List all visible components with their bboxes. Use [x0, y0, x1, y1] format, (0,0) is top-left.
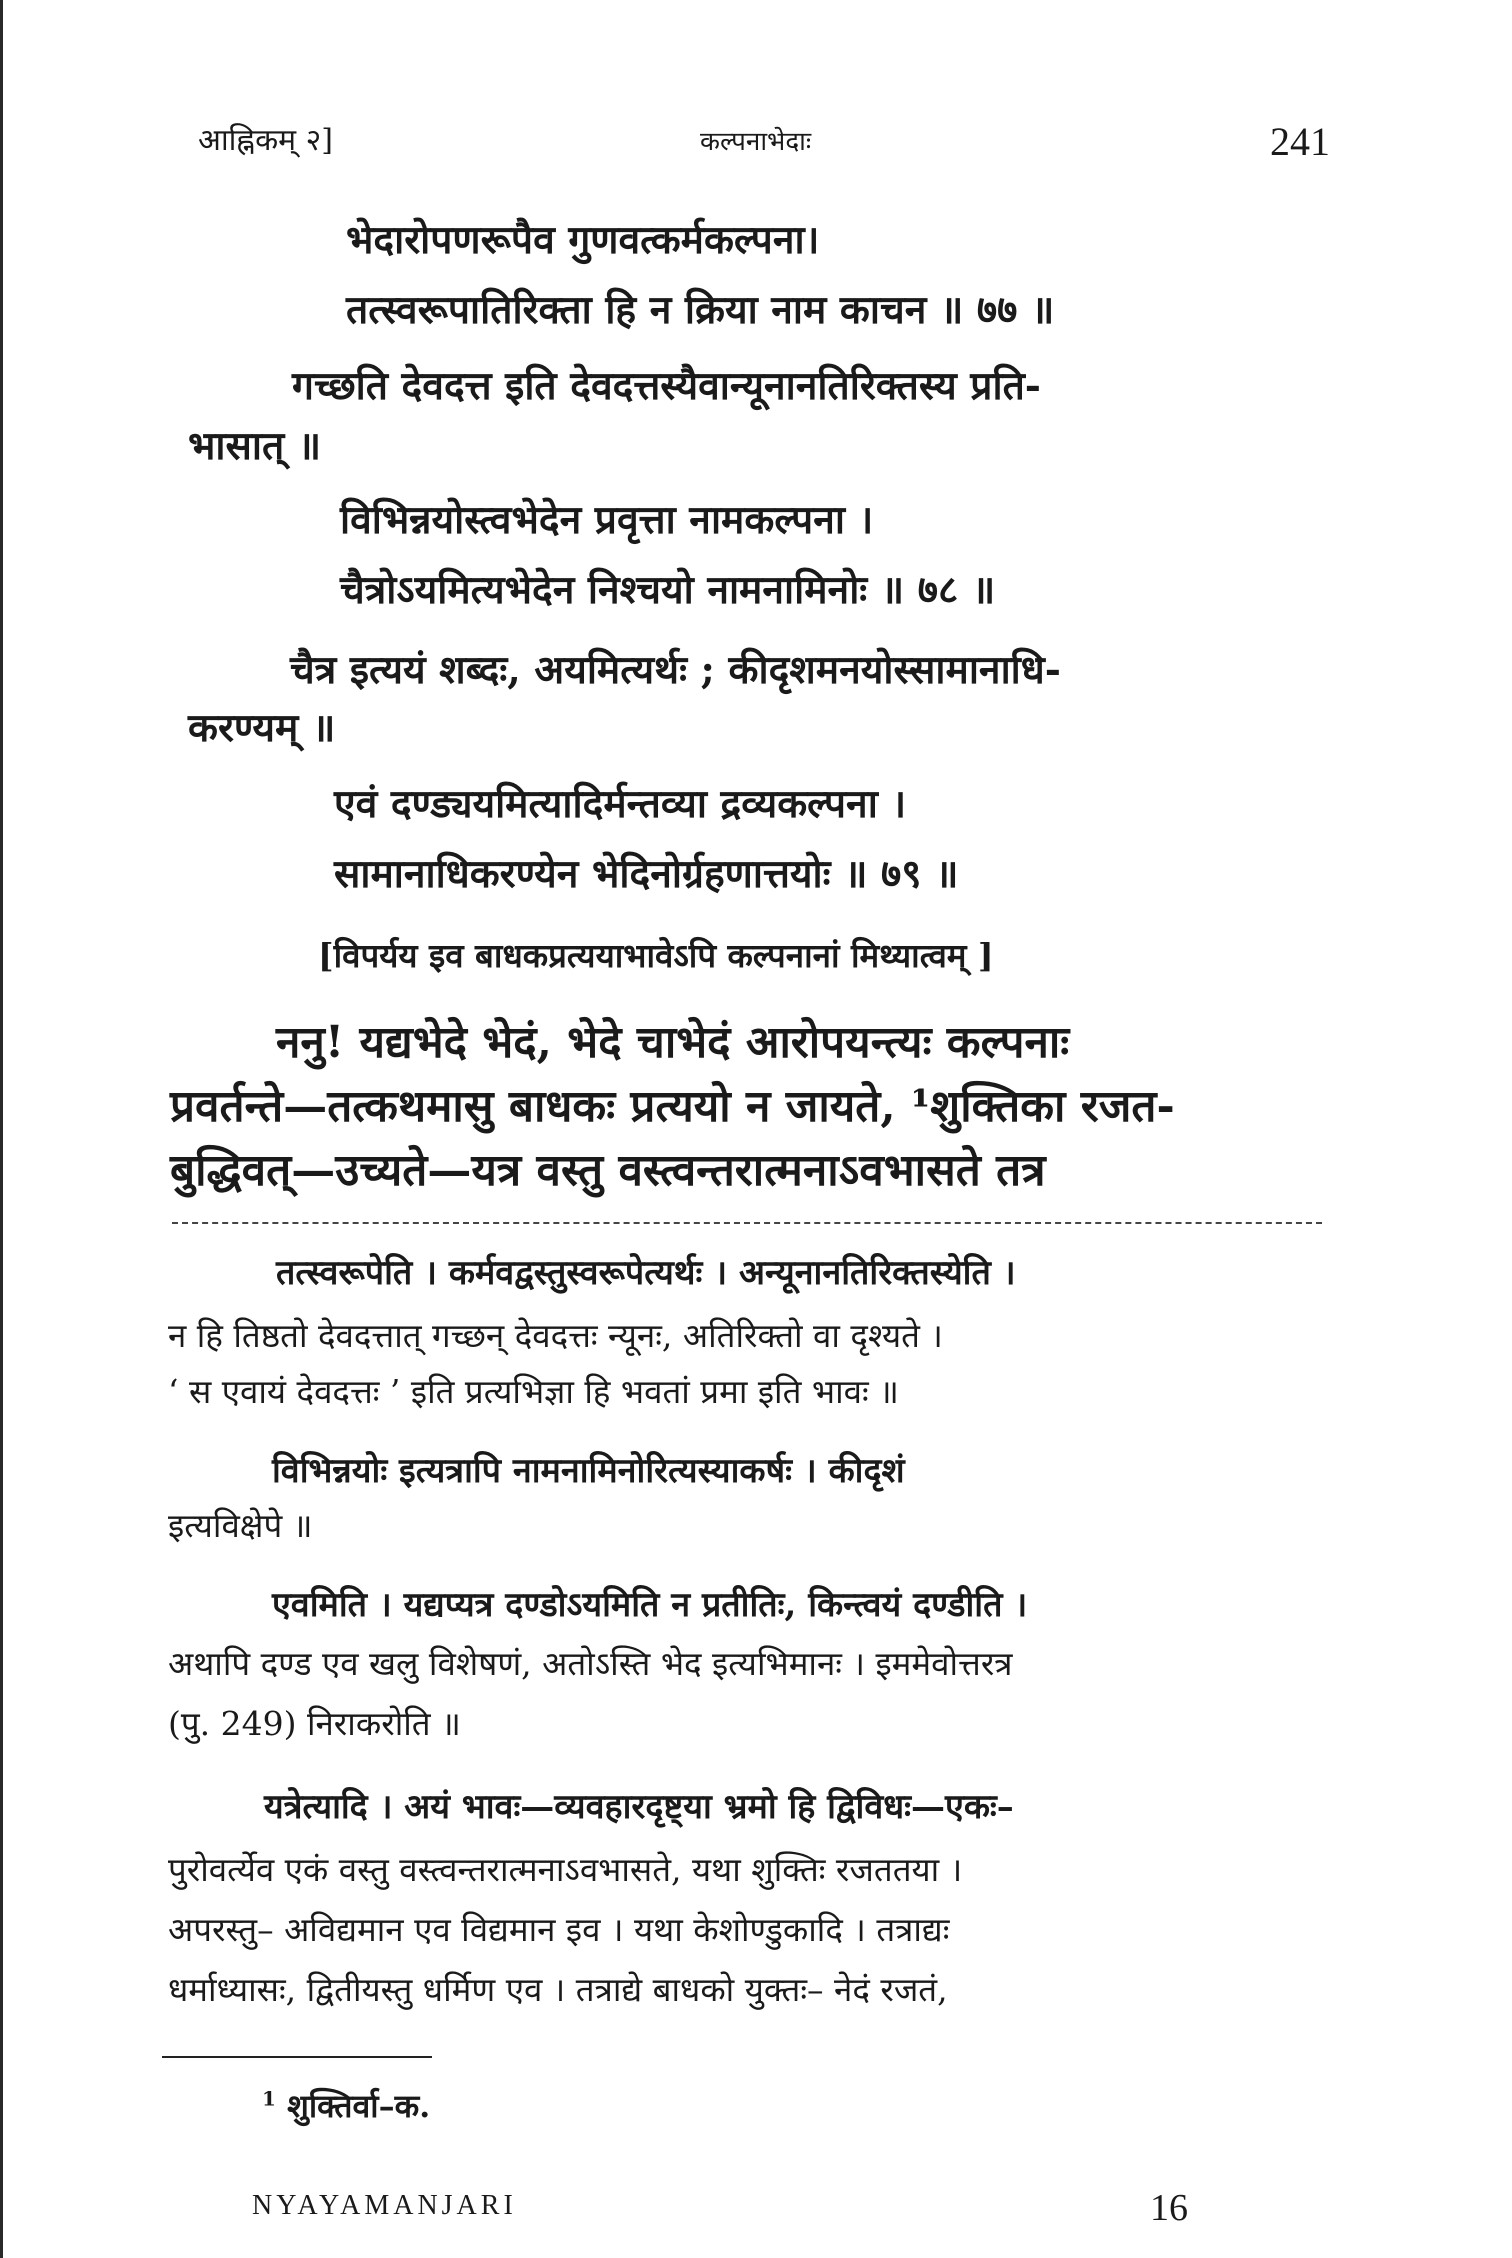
verse-77-line-1: भेदारोपणरूपैव गुणवत्कर्मकल्पना।	[346, 217, 820, 263]
verse-78-line-2: चैत्रोऽयमित्यभेदेन निश्चयो नामनामिनोः ॥ ७८ ॥	[340, 567, 996, 613]
signature-number: 16	[1150, 2187, 1188, 2229]
verse-79-line-1: एवं दण्ड्ययमित्यादिर्मन्तव्या द्रव्यकल्पना ।	[334, 781, 907, 827]
footnote	[262, 2084, 430, 2127]
prose-2-line-2: करण्यम् ॥	[188, 705, 336, 751]
prose-2-line-1: चैत्र इत्ययं शब्दः, अयमित्यर्थः ; कीदृशमनयोस्सामानाधि-	[290, 647, 1061, 693]
commentary-1-line-2: न हि तिष्ठतो देवदत्तात् गच्छन् देवदत्तः न्यूनः, अतिरिक्तो वा दृश्यते ।	[168, 1316, 943, 1355]
footnote-rule	[162, 2056, 432, 2058]
running-head-left: आह्निकम् २]	[198, 123, 333, 158]
main-line-1: ननु! यद्यभेदे भेदं, भेदे चाभेदं आरोपयन्त्यः कल्पनाः	[276, 1017, 1070, 1068]
commentary-4-line-2: पुरोवर्त्येव एकं वस्तु वस्त्वन्तरात्मनाऽवभासते, यथा शुक्तिः रजततया ।	[168, 1850, 963, 1889]
running-head-title: कल्पनाभेदाः	[700, 127, 812, 157]
prose-word: गच्छति देवदत्त इति देवदत्तस्यैवान्यूनानतिरिक्तस्य प्रति-	[292, 363, 1041, 409]
main-line-3: बुद्धिवत्—उच्यते—यत्र वस्तु वस्त्वन्तरात्मनाऽवभासते तत्र	[170, 1145, 1046, 1196]
signature-mark: NYAYAMANJARI	[252, 2190, 517, 2221]
prose-1-line-2: भासात् ॥	[188, 423, 322, 469]
commentary-3-line-3: (पु. 249) निराकरोति ॥	[168, 1704, 461, 1743]
footnote-text: शुक्तिर्वा–क.	[287, 2087, 431, 2125]
commentary-3-line-1: एवमिति । यद्यप्यत्र दण्डोऽयमिति न प्रतीतिः, किन्त्वयं दण्डीति ।	[272, 1585, 1028, 1625]
page-edge	[0, 0, 3, 2258]
prose-1-line-1	[292, 358, 1332, 411]
commentary-4-line-4: धर्माध्यासः, द्वितीयस्तु धर्मिण एव । तत्राद्ये बाधको युक्तः– नेदं रजतं,	[168, 1970, 948, 2009]
commentary-2-line-2: इत्यविक्षेपे ॥	[168, 1506, 313, 1545]
commentary-4-line-3: अपरस्तु– अविद्यमान एव विद्यमान इव । यथा केशोण्डुकादि । तत्राद्यः	[168, 1910, 950, 1949]
footnote-mark: 1	[262, 2086, 276, 2111]
commentary-2-line-1: विभिन्नयोः इत्यत्रापि नामनामिनोरित्यस्याकर्षः । कीदृशं	[272, 1451, 905, 1491]
verse-79-line-2: सामानाधिकरण्येन भेदिनोर्ग्रहणात्तयोः ॥ ७९ ॥	[334, 851, 959, 897]
verse-77-line-2: तत्स्वरूपातिरिक्ता हि न क्रिया नाम काचन ॥ ७७ ॥	[346, 287, 1055, 333]
commentary-4-line-1: यत्रेत्यादि । अयं भावः—व्यवहारदृष्ट्या भ्रमो हि द्विविधः—एकः–	[264, 1787, 1014, 1827]
commentary-1-line-3: ‘ स एवायं देवदत्तः ’ इति प्रत्यभिज्ञा हि भवतां प्रमा इति भावः ॥	[168, 1372, 899, 1411]
verse-78-line-1: विभिन्नयोस्त्वभेदेन प्रवृत्ता नामकल्पना ।	[340, 497, 874, 543]
commentary-1-line-1: तत्स्वरूपेति । कर्मवद्वस्तुस्वरूपेत्यर्थः । अन्यूनानतिरिक्तस्येति ।	[276, 1253, 1016, 1293]
commentary-divider	[172, 1222, 1322, 1224]
main-line-2: प्रवर्तन्ते—तत्कथमासु बाधकः प्रत्ययो न जायते, ¹शुक्तिका रजत-	[170, 1081, 1175, 1132]
section-heading: [विपर्यय इव बाधकप्रत्ययाभावेऽपि कल्पनानां मिथ्यात्वम् ]	[318, 936, 994, 975]
commentary-3-line-2: अथापि दण्ड एव खलु विशेषणं, अतोऽस्ति भेद इत्यभिमानः । इममेवोत्तरत्र	[168, 1644, 1013, 1683]
page-number: 241	[1270, 119, 1330, 164]
